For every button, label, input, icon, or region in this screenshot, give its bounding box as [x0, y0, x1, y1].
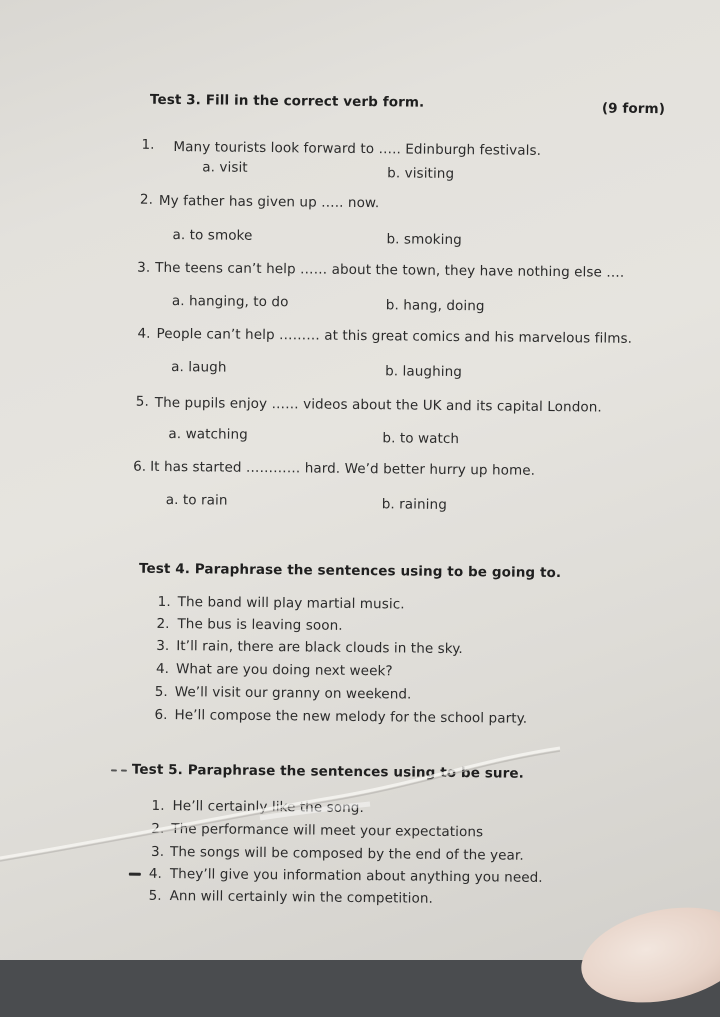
- test5-item-3-num: 3.: [151, 843, 165, 860]
- pen-mark: [111, 769, 117, 771]
- q1-option-a: a. visit: [202, 159, 248, 176]
- test4-item-1-num: 1.: [157, 593, 171, 611]
- q6-text: It has started ………… hard. We’d better hurry up home.: [150, 458, 536, 479]
- test5-item-5-text: Ann will certainly win the competition.: [169, 888, 433, 907]
- q2-option-a: a. to smoke: [172, 227, 253, 244]
- test4-item-4-num: 4.: [155, 660, 170, 678]
- test4-title: Test 4. Paraphrase the sentences using to be going to.: [138, 560, 562, 582]
- q1-number: 1.: [141, 136, 155, 153]
- test5-item-5-num: 5.: [148, 887, 162, 904]
- test3-title: Test 3. Fill in the correct verb form.: [149, 91, 425, 111]
- q3-number: 3.: [137, 259, 151, 276]
- q4-option-b: b. laughing: [385, 363, 463, 381]
- test4-item-3-text: It’ll rain, there are black clouds in the sky.: [176, 638, 463, 658]
- q5-text: The pupils enjoy …… videos about the UK and its capital London.: [154, 394, 602, 416]
- test5-item-3-text: The songs will be composed by the end of the year.: [170, 844, 524, 864]
- q3-option-b: b. hang, doing: [385, 297, 485, 315]
- q5-option-b: b. to watch: [382, 430, 460, 448]
- q4-number: 4.: [137, 325, 151, 342]
- q2-number: 2.: [139, 191, 154, 208]
- test4-item-6-text: He’ll compose the new melody for the school party.: [174, 707, 528, 727]
- q4-option-a: a. laugh: [171, 359, 227, 376]
- test5-item-1-text: He’ll certainly like the song.: [172, 798, 364, 817]
- q5-number: 5.: [135, 393, 149, 410]
- test5-item-1-num: 1.: [151, 797, 165, 814]
- q4-text: People can’t help ……… at this great comics and his marvelous films.: [156, 325, 633, 347]
- q3-text: The teens can’t help …… about the town, they have nothing else ….: [155, 259, 625, 281]
- q2-text: My father has given up ….. now.: [158, 192, 380, 212]
- test4-item-3-num: 3.: [156, 637, 170, 655]
- form-label: (9 form): [601, 100, 666, 118]
- q5-option-a: a. watching: [168, 425, 248, 443]
- q2-option-b: b. smoking: [386, 231, 462, 249]
- test4-item-2-num: 2.: [156, 615, 170, 633]
- test5-item-2-num: 2.: [151, 820, 165, 837]
- test5-item-4-num: 4.: [148, 865, 163, 882]
- test4-item-5-num: 5.: [154, 683, 168, 700]
- q1-text: Many tourists look forward to ….. Edinburgh festivals.: [173, 139, 542, 159]
- q3-option-a: a. hanging, to do: [171, 293, 289, 311]
- test4-item-1-text: The band will play martial music.: [177, 594, 405, 613]
- test4-item-5-text: We’ll visit our granny on weekend.: [174, 684, 412, 703]
- q6-number: 6.: [133, 458, 147, 475]
- q6-option-b: b. raining: [381, 496, 447, 513]
- test5-title: Test 5. Paraphrase the sentences using to be sure.: [131, 761, 524, 782]
- test4-item-4-text: What are you doing next week?: [175, 661, 393, 680]
- test4-item-2-text: The bus is leaving soon.: [177, 616, 343, 634]
- pen-mark: [129, 873, 141, 876]
- q6-option-a: a. to rain: [165, 491, 228, 509]
- test4-item-6-num: 6.: [154, 706, 168, 723]
- test5-item-4-text: They’ll give you information about anything you need.: [169, 866, 543, 886]
- test5-item-2-text: The performance will meet your expectations: [171, 821, 484, 841]
- pen-mark: [121, 770, 127, 772]
- q1-option-b: b. visiting: [387, 165, 455, 182]
